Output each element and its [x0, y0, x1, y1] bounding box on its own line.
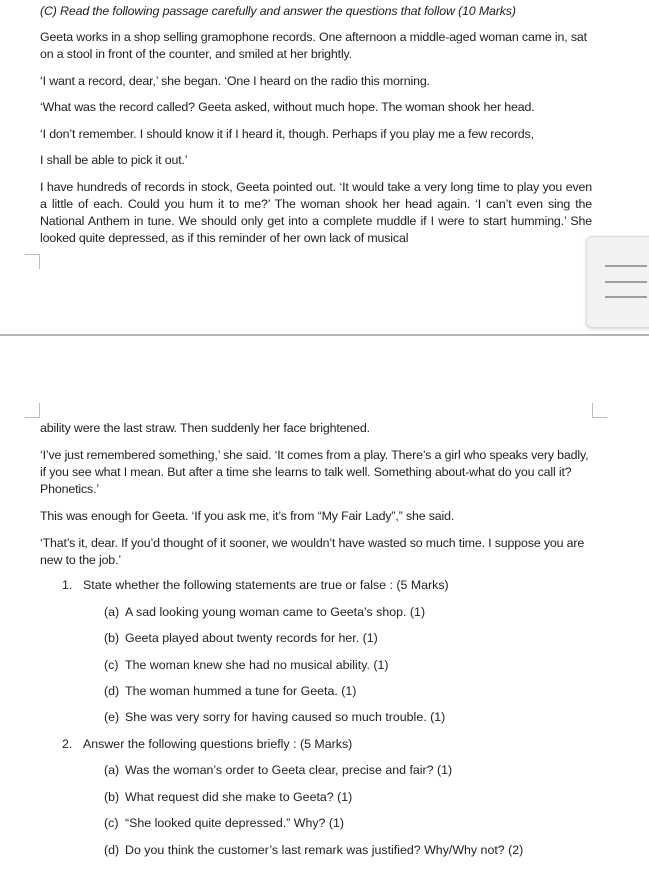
- document-page-1: [0, 0, 649, 334]
- passage-paragraph-7: ability were the last straw. Then suddenly her face brightened.: [40, 421, 370, 435]
- page-margin-corner-mark: [592, 403, 607, 418]
- passage-paragraph-4: ‘I don’t remember. I should know it if I heard it, though. Perhaps if you play me a few records,: [40, 127, 534, 141]
- question-item-label: (d): [104, 684, 120, 698]
- question-item-text: The woman hummed a tune for Geeta. (1): [125, 684, 357, 698]
- page-margin-corner-mark: [25, 403, 40, 418]
- question-item-text: Geeta played about twenty records for her. (1): [125, 631, 378, 645]
- question-item-text: Do you think the customer’s last remark was justified? Why/Why not? (2): [125, 843, 524, 857]
- hamburger-menu-button[interactable]: [586, 236, 649, 328]
- question-item-label: (b): [104, 631, 120, 645]
- passage-paragraph-1: Geeta works in a shop selling gramophone records. One afternoon a middle-aged woman came in, sat on a stool in front of the counter, and smiled at her brightly.: [40, 30, 587, 61]
- question-item-text: What request did she make to Geeta? (1): [125, 790, 353, 804]
- passage-paragraph-5: I shall be able to pick it out.’: [40, 153, 188, 167]
- passage-paragraph-9: This was enough for Geeta. ‘If you ask me, it’s from “My Fair Lady”,” she said.: [40, 509, 455, 523]
- question-item-text: “She looked quite depressed.” Why? (1): [125, 816, 345, 830]
- question-text: State whether the following statements are true or false : (5 Marks): [83, 578, 449, 592]
- page-margin-corner-mark: [25, 254, 40, 269]
- section-heading: (C) Read the following passage carefully and answer the questions that follow (10 Marks): [40, 4, 516, 18]
- question-text: Answer the following questions briefly : (5 Marks): [83, 737, 353, 751]
- passage-paragraph-2: ‘I want a record, dear,’ she began. ‘One I heard on the radio this morning.: [40, 74, 430, 88]
- question-number: 1.: [62, 578, 73, 592]
- passage-paragraph-6: I have hundreds of records in stock, Geeta pointed out. ‘It would take a very long time to play you even a little of each. Could you hum it to me?’ The woman shook her head again. ‘I can’t even sing the National Anthem in tune. We should only get into a complete muddle if I were to start humming.’ She looked quite depressed, as if this reminder of her own lack of musical: [40, 180, 592, 245]
- passage-paragraph-8: ‘I’ve just remembered something,’ she said. ‘It comes from a play. There’s a girl who speaks very badly, if you see what I mean. But after a time she learns to talk well. Something about-what do you call it? Phonetics.’: [40, 448, 589, 496]
- question-item-label: (e): [104, 710, 120, 724]
- question-item-label: (b): [104, 790, 120, 804]
- question-item-text: A sad looking young woman came to Geeta’s shop. (1): [125, 605, 426, 619]
- question-number: 2.: [62, 737, 73, 751]
- question-item-label: (c): [104, 658, 119, 672]
- passage-paragraph-3: ‘What was the record called? Geeta asked, without much hope. The woman shook her head.: [40, 100, 535, 114]
- question-item-text: Was the woman’s order to Geeta clear, precise and fair? (1): [125, 763, 453, 777]
- passage-paragraph-10: ‘That’s it, dear. If you’d thought of it sooner, we wouldn’t have wasted so much time. I suppose you are new to the job.’: [40, 536, 585, 567]
- question-item-label: (a): [104, 605, 120, 619]
- question-item-label: (d): [104, 843, 120, 857]
- question-item-text: She was very sorry for having caused so much trouble. (1): [125, 710, 446, 724]
- question-item-label: (c): [104, 816, 119, 830]
- question-item-text: The woman knew she had no musical ability. (1): [125, 658, 389, 672]
- question-item-label: (a): [104, 763, 120, 777]
